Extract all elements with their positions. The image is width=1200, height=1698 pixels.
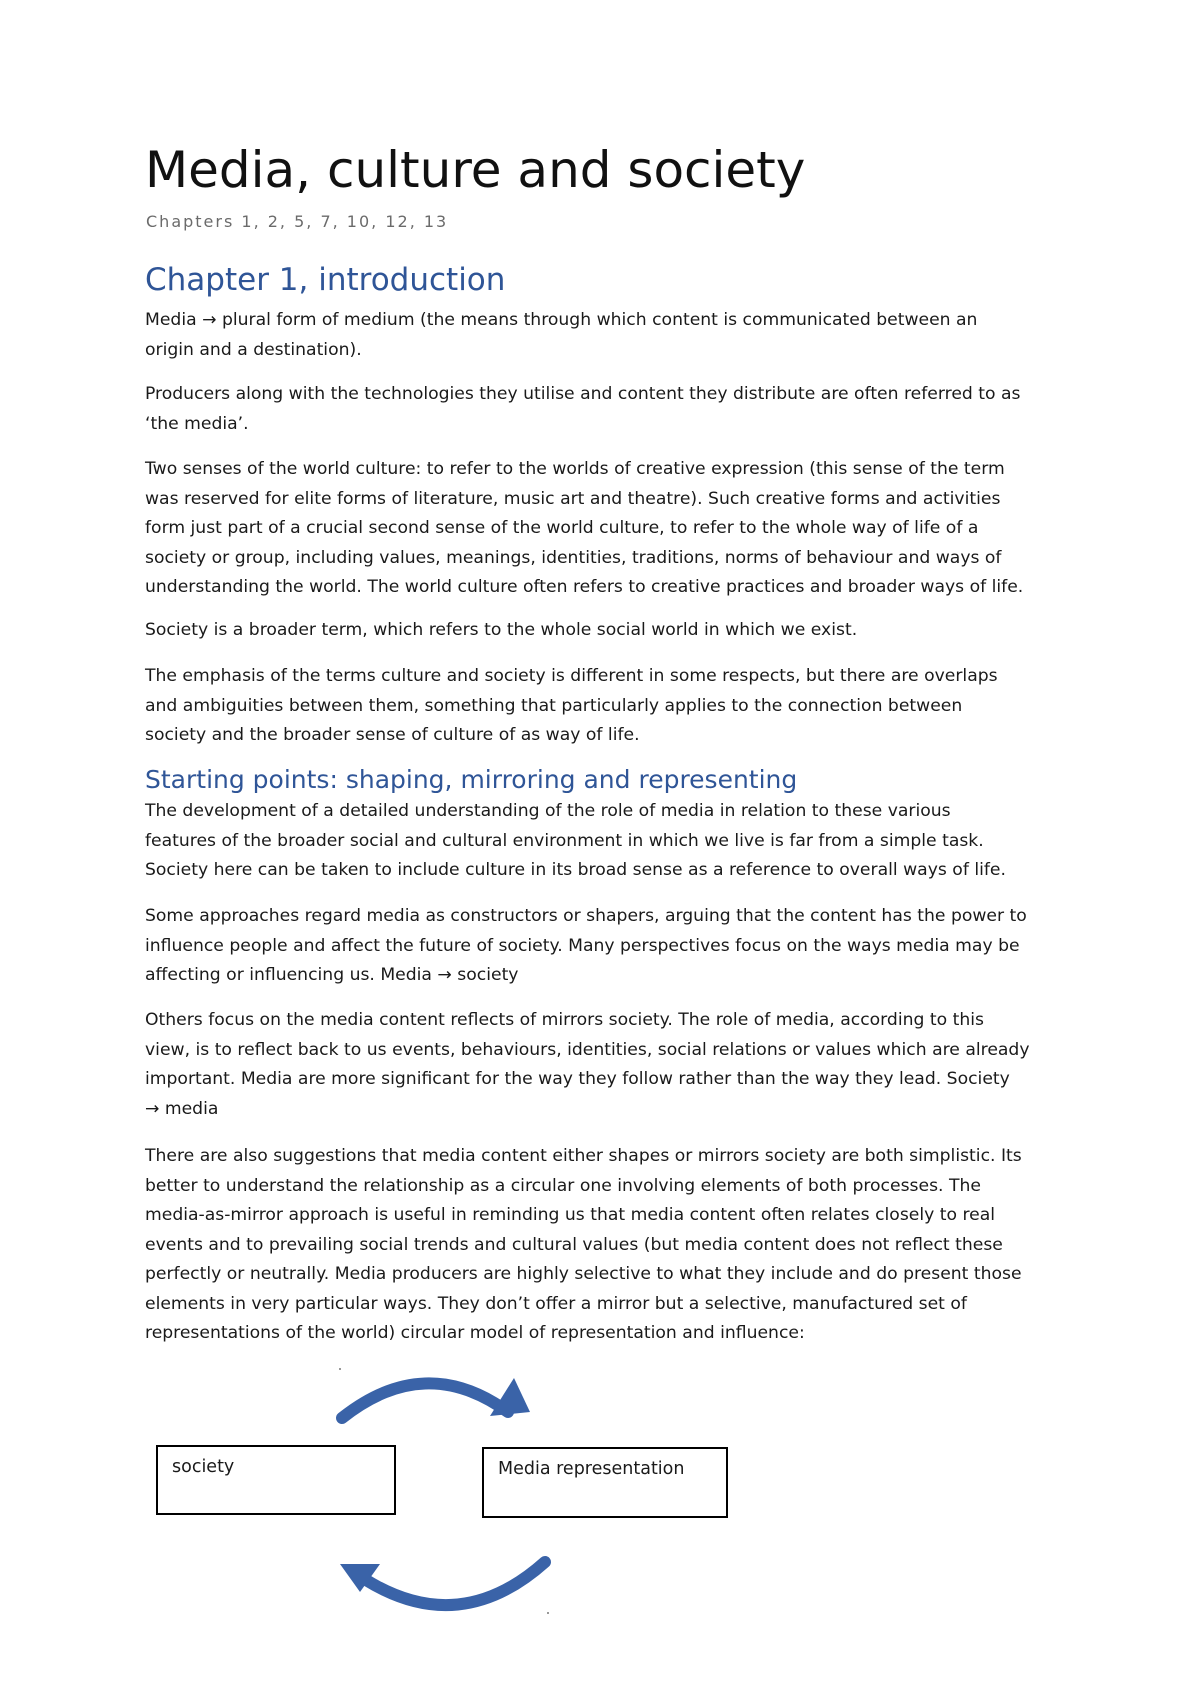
paragraph-line: Two senses of the world culture: to refer to the worlds of creative expression (this sense of the term xyxy=(145,459,1005,479)
document-subtitle: Chapters 1, 2, 5, 7, 10, 12, 13 xyxy=(146,212,449,231)
paragraph-line: features of the broader social and cultural environment in which we live is far from a simple task. xyxy=(145,830,984,851)
paragraph-line: view, is to reflect back to us events, behaviours, identities, social relations or values which are already xyxy=(145,1039,1030,1060)
paragraph-line: form just part of a crucial second sense of the world culture, to refer to the whole way of life of a xyxy=(145,518,979,538)
paragraph-line: better to understand the relationship as a circular one involving elements of both processes. The xyxy=(145,1175,981,1196)
paragraph-line: was reserved for elite forms of literature, music art and theatre). Such creative forms and activities xyxy=(145,488,1001,509)
paragraph-line: perfectly or neutrally. Media producers are highly selective to what they include and do present those xyxy=(145,1264,1022,1284)
bottom-curved-arrow-icon xyxy=(330,1548,560,1628)
media-representation-box: Media representation xyxy=(482,1447,728,1518)
paragraph-shapers xyxy=(145,902,1070,991)
paragraph-producers xyxy=(145,380,1070,439)
paragraph-line: Society is a broader term, which refers to the whole social world in which we exist. xyxy=(145,620,858,640)
paragraph-line: media-as-mirror approach is useful in reminding us that media content often relates closely to real xyxy=(145,1205,996,1225)
paragraph-line: origin and a destination). xyxy=(145,339,362,360)
paragraph-line: affecting or influencing us. Media → society xyxy=(145,965,519,985)
paragraph-circular xyxy=(145,1142,1070,1349)
society-box: society xyxy=(156,1445,396,1515)
top-curved-arrow-icon xyxy=(330,1370,550,1440)
paragraph-development xyxy=(145,797,1070,886)
anchor-dot xyxy=(547,1612,549,1614)
paragraph-culture-senses xyxy=(145,455,1070,603)
paragraph-line: events and to prevailing social trends and cultural values (but media content does not reflect these xyxy=(145,1234,1003,1255)
paragraph-line: society and the broader sense of culture of as way of life. xyxy=(145,725,640,745)
paragraph-line: understanding the world. The world culture often refers to creative practices and broader ways of life. xyxy=(145,577,1024,597)
paragraph-society xyxy=(145,616,1070,646)
paragraph-line: → media xyxy=(145,1098,219,1119)
paragraph-mirrors xyxy=(145,1006,1070,1124)
paragraph-line: and ambiguities between them, something that particularly applies to the connection between xyxy=(145,695,963,716)
paragraph-line: society or group, including values, meanings, identities, traditions, norms of behaviour and ways of xyxy=(145,547,1002,568)
paragraph-line: important. Media are more significant for the way they follow rather than the way they lead. Society xyxy=(145,1069,1010,1089)
paragraph-line: There are also suggestions that media content either shapes or mirrors society are both simplistic. Its xyxy=(145,1146,1022,1166)
section-heading: Starting points: shaping, mirroring and representing xyxy=(145,765,798,794)
paragraph-line: Society here can be taken to include culture in its broad sense as a reference to overall ways of life. xyxy=(145,860,1006,880)
chapter-heading: Chapter 1, introduction xyxy=(145,262,506,298)
paragraph-line: ‘the media’. xyxy=(145,413,249,434)
paragraph-line: representations of the world) circular model of representation and influence: xyxy=(145,1323,805,1343)
paragraph-line: Others focus on the media content reflects of mirrors society. The role of media, according to this xyxy=(145,1010,984,1030)
paragraph-line: The emphasis of the terms culture and society is different in some respects, but there are overlaps xyxy=(145,666,998,686)
document-title: Media, culture and society xyxy=(145,141,806,199)
paragraph-emphasis xyxy=(145,662,1070,751)
paragraph-media-definition xyxy=(145,306,1070,365)
paragraph-line: Some approaches regard media as constructors or shapers, arguing that the content has the power to xyxy=(145,906,1027,926)
paragraph-line: elements in very particular ways. They don’t offer a mirror but a selective, manufactured set of xyxy=(145,1293,967,1314)
paragraph-line: Producers along with the technologies they utilise and content they distribute are often referred to as xyxy=(145,384,1021,404)
paragraph-line: The development of a detailed understanding of the role of media in relation to these various xyxy=(145,801,951,821)
paragraph-line: influence people and affect the future of society. Many perspectives focus on the ways media may be xyxy=(145,935,1020,956)
paragraph-line: Media → plural form of medium (the means through which content is communicated between an xyxy=(145,310,978,330)
